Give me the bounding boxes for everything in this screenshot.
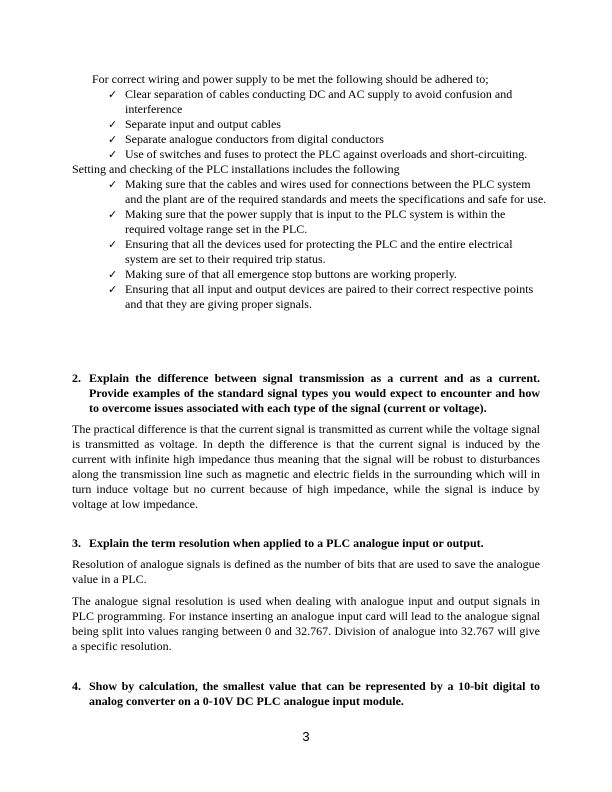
list-item [108, 147, 548, 162]
setting-checklist [108, 177, 548, 312]
checkmark-icon: ✓ [108, 208, 118, 221]
checkmark-icon: ✓ [108, 178, 118, 191]
question-2 [72, 371, 540, 416]
list-item [108, 132, 548, 147]
list-item-text: Ensuring that all the devices used for protecting the PLC and the entire electrical system are set to their required trip status. [125, 237, 513, 266]
setting-heading: Setting and checking of the PLC installations includes the following [72, 162, 400, 176]
list-item [108, 282, 548, 312]
list-item-text: Use of switches and fuses to protect the PLC against overloads and short-circuiting. [125, 147, 528, 161]
checkmark-icon: ✓ [108, 133, 118, 146]
answer-2-paragraph: The practical difference is that the current signal is transmitted as current while the voltage signal is transmitted as voltage. In depth the difference is that the current signal is induced by the current with infinite high impedance thus meaning that the signal will be robust to disturbances along the transmission line such as magnetic and electric fields in the surrounding which will in turn induce voltage but no current because of high impedance, while the signal is induce by voltage at low impedance. [72, 422, 540, 511]
question-text: Explain the difference between signal transmission as a current and as a current. Provide examples of the standard signal types you would expect to encounter and how to overcome issues associated with each type of the signal (current or voltage). [89, 371, 540, 415]
question-3 [72, 536, 540, 551]
wiring-intro: For correct wiring and power supply to be met the following should be adhered to; [92, 72, 489, 86]
wiring-checklist [108, 87, 548, 162]
list-item [108, 87, 548, 117]
list-item-text: Clear separation of cables conducting DC and AC supply to avoid confusion and interference [125, 87, 513, 116]
question-number: 2. [72, 371, 81, 385]
question-number: 4. [72, 679, 81, 693]
checkmark-icon: ✓ [108, 238, 118, 251]
list-item [108, 117, 548, 132]
list-item-text: Ensuring that all input and output devices are paired to their correct respective points and that they are giving proper signals. [125, 282, 534, 311]
checkmark-icon: ✓ [108, 268, 118, 281]
list-item [108, 237, 548, 267]
list-item-text: Making sure of that all emergence stop buttons are working properly. [125, 267, 457, 281]
list-item [108, 177, 548, 207]
checkmark-icon: ✓ [108, 283, 118, 296]
list-item-text: Making sure that the power supply that is input to the PLC system is within the required voltage range set in the PLC. [125, 207, 506, 236]
page-number: 3 [302, 729, 310, 744]
question-text: Explain the term resolution when applied to a PLC analogue input or output. [89, 536, 484, 550]
list-item-text: Making sure that the cables and wires used for connections between the PLC system and the plant are of the required standards and meets the specifications and safe for use. [125, 177, 547, 206]
checkmark-icon: ✓ [108, 118, 118, 131]
list-item-text: Separate input and output cables [125, 117, 281, 131]
question-number: 3. [72, 536, 81, 550]
checkmark-icon: ✓ [108, 88, 118, 101]
list-item-text: Separate analogue conductors from digital conductors [125, 132, 384, 146]
checkmark-icon: ✓ [108, 148, 118, 161]
list-item [108, 267, 548, 282]
answer-3-explanation: The analogue signal resolution is used when dealing with analogue input and output signals in PLC programming. For instance inserting an analogue input card will lead to the analogue signal being split into values ranging between 0 and 32.767. Division of analogue into 32.767 will give a specific resolution. [72, 594, 540, 653]
question-4 [72, 679, 540, 709]
list-item [108, 207, 548, 237]
answer-3-definition: Resolution of analogue signals is defined as the number of bits that are used to save the analogue value in a PLC. [72, 557, 540, 586]
question-text: Show by calculation, the smallest value that can be represented by a 10-bit digital to analog converter on a 0-10V DC PLC analogue input module. [89, 679, 540, 708]
